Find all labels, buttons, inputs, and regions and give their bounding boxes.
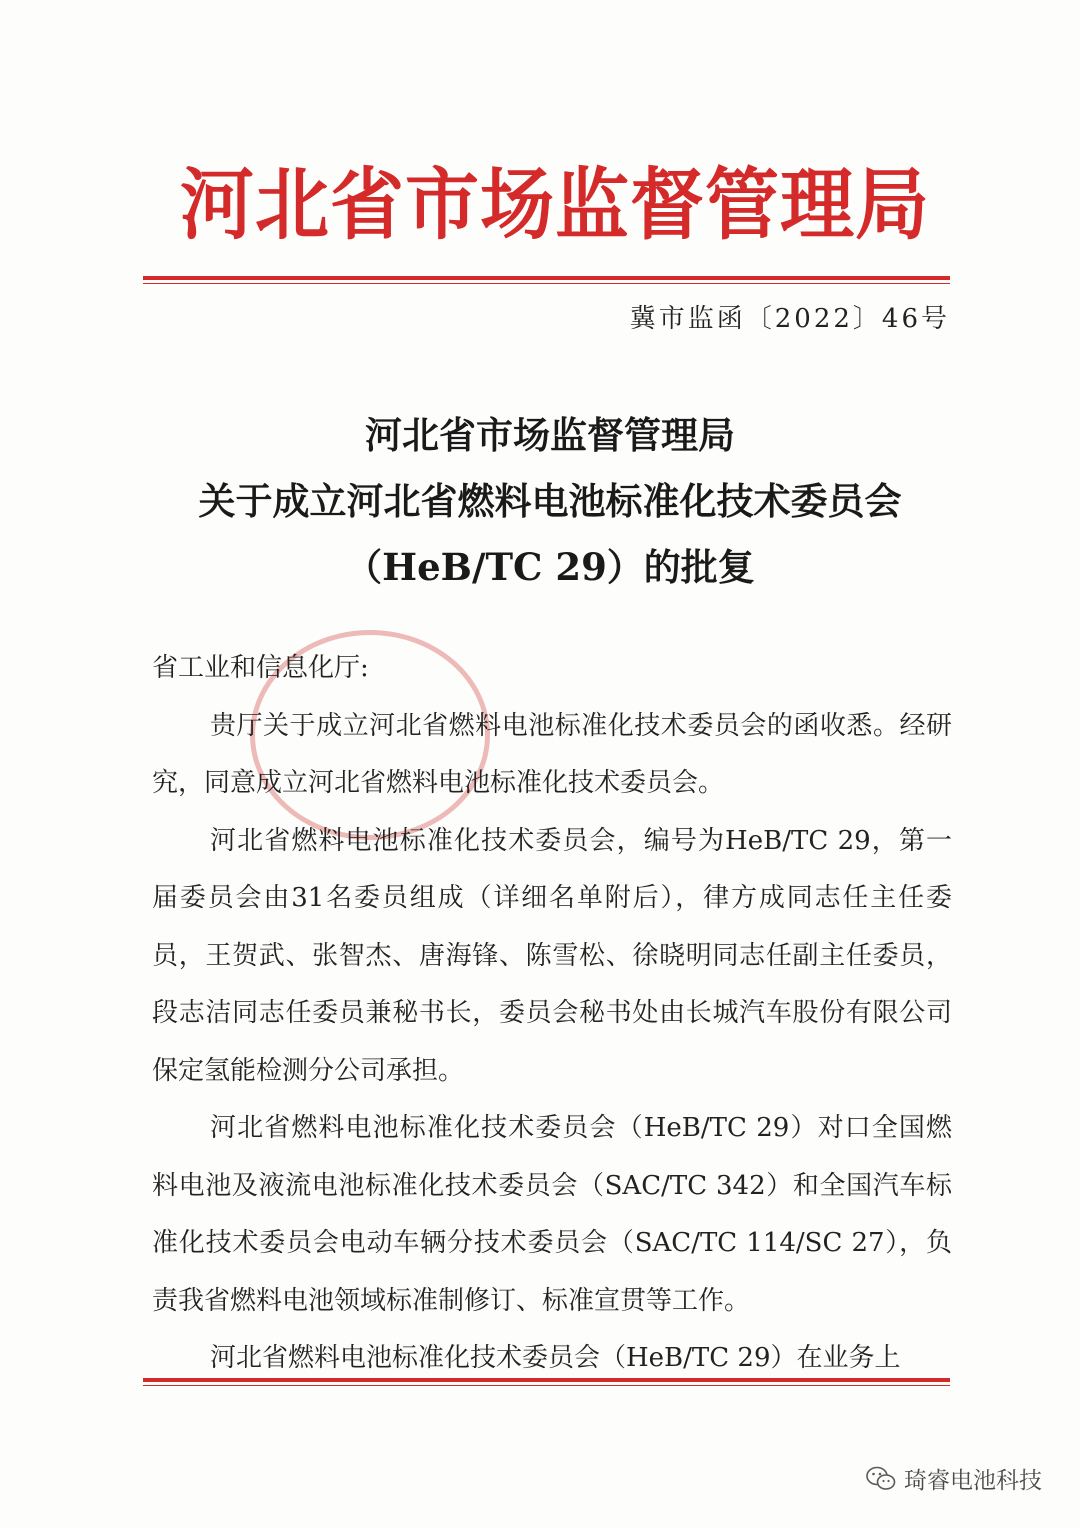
letterhead-title: 河北省市场监督管理局 [180, 159, 930, 251]
body-paragraph-3: 河北省燃料电池标准化技术委员会（HeB/TC 29）对口全国燃料电池及液流电池标准化技术委员会（SAC/TC 342）和全国汽车标准化技术委员会电动车辆分技术委员会（SAC/TC 114/SC 27），负责我省燃料电池领域标准制修订、标准宣贯等工作。 [152, 1113, 952, 1316]
body-paragraph-1: 贵厅关于成立河北省燃料电池标准化技术委员会的函收悉。经研究，同意成立河北省燃料电池标准化技术委员会。 [152, 710, 952, 798]
document-title-line-1: 河北省市场监督管理局 [365, 413, 735, 457]
document-number: 冀市监函〔2022〕46号 [629, 304, 950, 334]
document-title-line-2: 关于成立河北省燃料电池标准化技术委员会 [198, 479, 902, 523]
document-title [140, 402, 960, 600]
wechat-icon [866, 1466, 896, 1492]
document-body [152, 640, 952, 1388]
watermark [866, 1462, 1042, 1495]
watermark-text: 琦睿电池科技 [904, 1468, 1042, 1494]
letterhead-divider [143, 276, 950, 284]
body-paragraph-4: 河北省燃料电池标准化技术委员会（HeB/TC 29）在业务上 [210, 1343, 901, 1373]
footer-divider [143, 1378, 950, 1386]
document-title-line-3: （HeB/TC 29）的批复 [345, 545, 755, 589]
salutation: 省工业和信息化厅: [152, 653, 369, 683]
body-paragraph-2: 河北省燃料电池标准化技术委员会，编号为HeB/TC 29，第一届委员会由31名委员组成（详细名单附后），律方成同志任主任委员，王贺武、张智杰、唐海锋、陈雪松、徐晓明同志任副主任委员，段志洁同志任委员兼秘书长，委员会秘书处由长城汽车股份有限公司保定氢能检测分公司承担。 [152, 825, 952, 1086]
